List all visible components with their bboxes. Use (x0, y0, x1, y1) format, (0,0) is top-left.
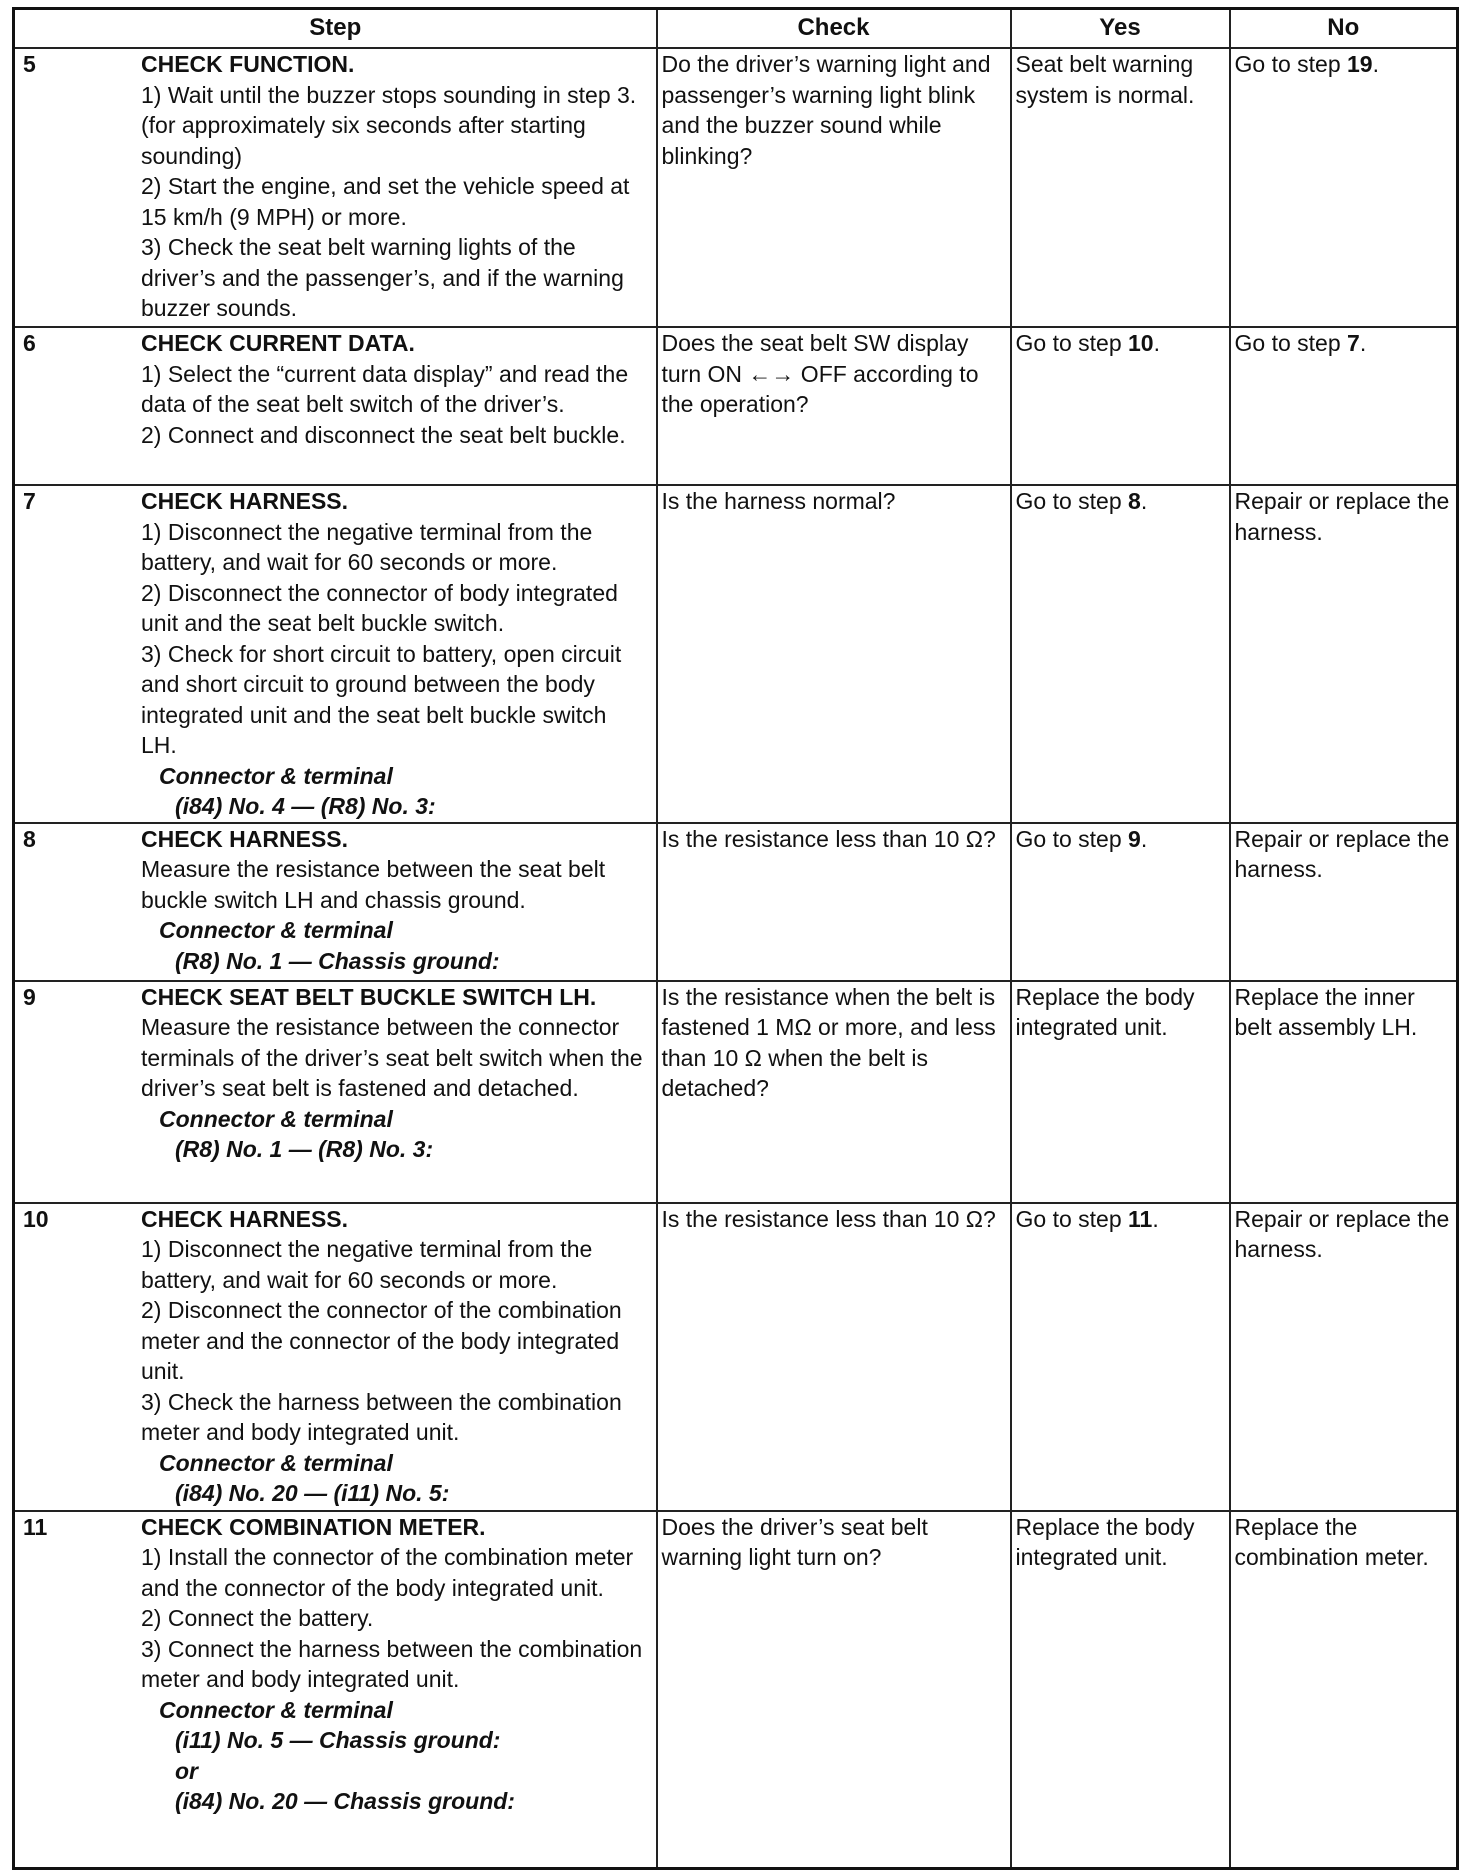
connector-terminal-label: Connector & terminal (159, 762, 393, 789)
yes-cell-end: . (1140, 488, 1148, 514)
no-cell-text: Replace the combination meter. (1234, 1513, 1429, 1570)
yes-cell-text: Go to step (1015, 330, 1129, 356)
step-content (19, 1512, 652, 1817)
yes-cell (1011, 327, 1230, 485)
step-number: 10 (23, 1205, 49, 1232)
check-cell: Does the seat belt SW display turn ON ←→ OFF according to the operation? (657, 327, 1011, 485)
yes-cell-text: Go to step (1015, 825, 1129, 852)
no-cell (1230, 48, 1458, 327)
check-cell: Do the driver’s warning light and passenger’s warning light blink and the buzzer sound while blinking? (657, 48, 1011, 327)
no-cell-end: . (1359, 330, 1367, 356)
step-instruction: 3) Check the harness between the combination meter and body integrated unit. (141, 1388, 622, 1445)
step-instruction: 1) Disconnect the negative terminal from the battery, and wait for 60 seconds or more. (141, 1236, 593, 1293)
no-cell (1230, 1203, 1458, 1511)
step-instruction: 2) Connect and disconnect the seat belt buckle. (141, 421, 626, 448)
no-cell-text: Go to step (1234, 51, 1348, 77)
table-row (14, 823, 1458, 981)
step-title: CHECK COMBINATION METER. (141, 1513, 486, 1540)
yes-cell-step-number: 11 (1128, 1205, 1153, 1232)
step-instruction: 2) Start the engine, and set the vehicle speed at 15 km/h (9 MPH) or more. (141, 173, 630, 230)
connector-terminal-label: Connector & terminal (159, 1696, 393, 1723)
table-row (14, 981, 1458, 1203)
step-instruction: 2) Disconnect the connector of the combination meter and the connector of the body integrated unit. (141, 1297, 622, 1384)
table-body (14, 48, 1458, 1869)
no-cell (1230, 327, 1458, 485)
connector-terminal-value: (i84) No. 4 — (R8) No. 3: (175, 793, 436, 819)
check-cell: Does the driver’s seat belt warning light turn on? (657, 1511, 1011, 1869)
no-cell-text: Repair or replace the harness. (1234, 1205, 1450, 1262)
step-cell (14, 1203, 657, 1511)
step-cell (14, 823, 657, 981)
header-check: Check (657, 9, 1011, 49)
step-title: CHECK CURRENT DATA. (141, 330, 415, 356)
step-body (141, 824, 652, 977)
header-step: Step (14, 9, 657, 49)
no-cell-step-number: 7 (1347, 330, 1360, 356)
step-body (141, 328, 652, 450)
no-cell-text: Repair or replace the harness. (1234, 825, 1450, 882)
connector-terminal-value: (R8) No. 1 — (R8) No. 3: (175, 1136, 434, 1162)
step-cell (14, 327, 657, 485)
no-cell-end: . (1372, 51, 1379, 77)
header-yes: Yes (1011, 9, 1230, 49)
yes-cell (1011, 823, 1230, 981)
no-cell (1230, 1511, 1458, 1869)
connector-terminal-value: (i84) No. 20 — Chassis ground: (175, 1788, 515, 1814)
connector-terminal-value: or (175, 1757, 198, 1784)
step-cell (14, 1511, 657, 1869)
no-cell-text: Repair or replace the harness. (1234, 488, 1450, 545)
yes-cell (1011, 485, 1230, 823)
step-title: CHECK SEAT BELT BUCKLE SWITCH LH. (141, 983, 597, 1010)
step-instruction: 3) Connect the harness between the combination meter and body integrated unit. (141, 1635, 643, 1692)
no-cell-text: Replace the inner belt assembly LH. (1234, 983, 1418, 1040)
step-content (19, 982, 652, 1165)
step-body (141, 49, 652, 324)
step-instruction: Measure the resistance between the connector terminals of the driver’s seat belt switch when the driver’s seat belt is fastened and detached. (141, 1014, 643, 1101)
yes-cell-step-number: 9 (1128, 825, 1141, 852)
step-body (141, 1512, 652, 1817)
step-instruction: Measure the resistance between the seat belt buckle switch LH and chassis ground. (141, 856, 606, 913)
connector-terminal-value: (R8) No. 1 — Chassis ground: (175, 947, 500, 974)
step-number: 5 (23, 51, 36, 77)
step-instruction: 1) Wait until the buzzer stops sounding in step 3. (for approximately six seconds after starting sounding) (141, 81, 637, 169)
step-number: 9 (23, 983, 36, 1010)
no-cell (1230, 981, 1458, 1203)
step-number: 6 (23, 330, 36, 356)
check-cell: Is the harness normal? (657, 485, 1011, 823)
yes-cell-step-number: 8 (1128, 488, 1141, 514)
step-instruction: 2) Disconnect the connector of body integrated unit and the seat belt buckle switch. (141, 579, 618, 636)
connector-terminal-label: Connector & terminal (159, 917, 393, 943)
step-cell (14, 48, 657, 327)
yes-cell-text: Seat belt warning system is normal. (1015, 51, 1195, 108)
check-cell: Is the resistance less than 10 Ω? (657, 823, 1011, 981)
yes-cell (1011, 48, 1230, 327)
step-instruction: 1) Install the connector of the combination meter and the connector of the body integrated unit. (141, 1544, 634, 1601)
diagnostic-table (12, 7, 1459, 1870)
yes-cell-end: . (1140, 825, 1148, 852)
table-row (14, 485, 1458, 823)
connector-terminal-value: (i11) No. 5 — Chassis ground: (175, 1727, 501, 1753)
step-instruction: 1) Disconnect the negative terminal from the battery, and wait for 60 seconds or more. (141, 518, 593, 575)
step-cell (14, 981, 657, 1203)
diagnostic-document (12, 7, 1459, 1870)
step-cell (14, 485, 657, 823)
connector-terminal-label: Connector & terminal (159, 1105, 393, 1132)
step-content (19, 486, 652, 822)
step-number: 8 (23, 825, 36, 852)
step-instruction: 1) Select the “current data display” and read the data of the seat belt switch of the driver’s. (141, 360, 629, 417)
table-row (14, 1203, 1458, 1511)
yes-cell-text: Go to step (1015, 488, 1129, 514)
header-no: No (1230, 9, 1458, 49)
step-number: 7 (23, 488, 36, 514)
step-title: CHECK HARNESS. (141, 825, 349, 852)
table-header-row (14, 9, 1458, 49)
table-row (14, 1511, 1458, 1869)
yes-cell (1011, 1203, 1230, 1511)
yes-cell-text: Replace the body integrated unit. (1015, 983, 1195, 1040)
yes-cell-step-number: 10 (1128, 330, 1154, 356)
connector-terminal-label: Connector & terminal (159, 1449, 393, 1476)
yes-cell (1011, 981, 1230, 1203)
yes-cell (1011, 1511, 1230, 1869)
step-body (141, 1204, 652, 1509)
step-title: CHECK FUNCTION. (141, 51, 355, 77)
table-row (14, 48, 1458, 327)
step-number: 11 (23, 1513, 48, 1540)
step-instruction: 3) Check the seat belt warning lights of the driver’s and the passenger’s, and if the warning buzzer sounds. (141, 234, 624, 321)
step-content (19, 1204, 652, 1509)
no-cell-step-number: 19 (1347, 51, 1373, 77)
step-instruction: 2) Connect the battery. (141, 1605, 374, 1631)
step-content (19, 824, 652, 977)
step-content (19, 328, 652, 450)
no-cell (1230, 485, 1458, 823)
step-title: CHECK HARNESS. (141, 488, 349, 514)
step-title: CHECK HARNESS. (141, 1205, 349, 1232)
check-cell: Is the resistance less than 10 Ω? (657, 1203, 1011, 1511)
no-cell (1230, 823, 1458, 981)
no-cell-text: Go to step (1234, 330, 1348, 356)
yes-cell-text: Replace the body integrated unit. (1015, 1513, 1195, 1570)
yes-cell-text: Go to step (1015, 1205, 1129, 1232)
check-cell: Is the resistance when the belt is fastened 1 MΩ or more, and less than 10 Ω when the belt is detached? (657, 981, 1011, 1203)
yes-cell-end: . (1152, 1205, 1159, 1232)
yes-cell-end: . (1153, 330, 1160, 356)
connector-terminal-value: (i84) No. 20 — (i11) No. 5: (175, 1480, 450, 1506)
step-content (19, 49, 652, 324)
step-body (141, 982, 652, 1165)
table-row (14, 327, 1458, 485)
step-body (141, 486, 652, 822)
step-instruction: 3) Check for short circuit to battery, open circuit and short circuit to ground between the body integrated unit and the seat belt buckle switch LH. (141, 640, 622, 758)
